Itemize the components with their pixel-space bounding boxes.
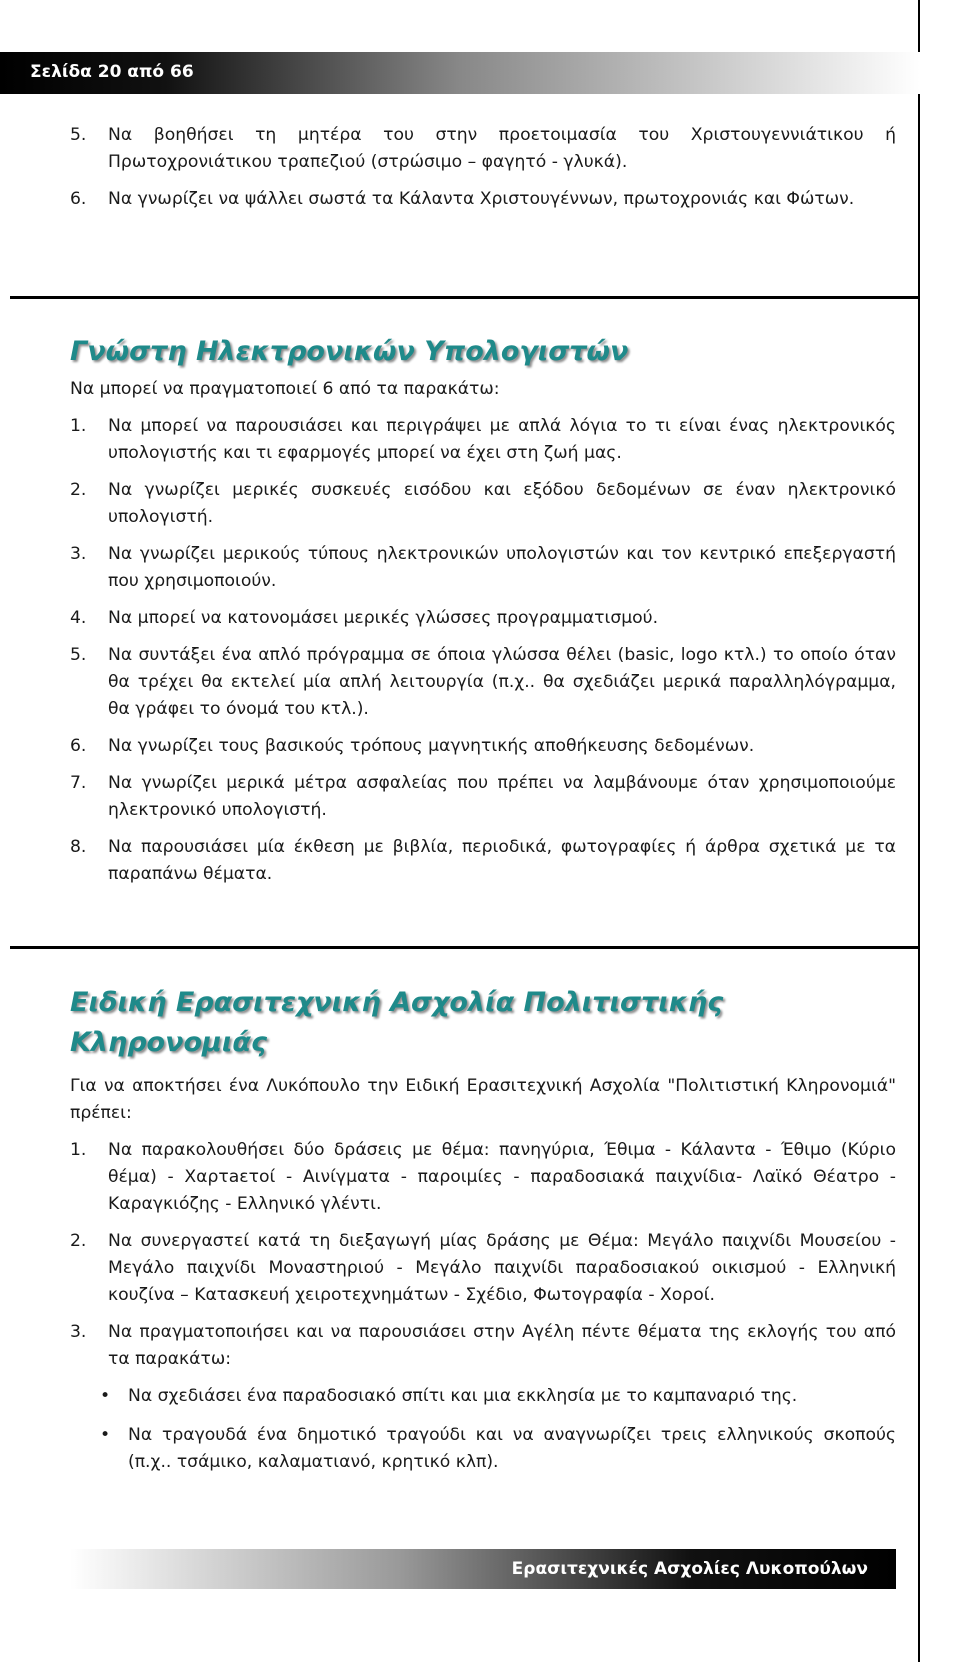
list-item: 3. Να πραγματοποιήσει και να παρουσιάσει στην Αγέλη πέντε θέματα της εκλογής του από τα παρακάτω: [70,1322,896,1369]
bullet-item: • Να σχεδιάσει ένα παραδοσιακό σπίτι και μια εκκλησία με το καμπαναριό της. [70,1383,896,1410]
page-number-label: Σελίδα 20 από 66 [30,62,194,82]
bullet-icon: • [100,1386,111,1406]
list-item: 5. Να συντάξει ένα απλό πρόγραμμα σε όποια γλώσσα θέλει (basic, logo κτλ.) το οποίο όταν θα τρέχει θα εκτελεί μία απλή λειτουργία (π.χ.. θα σχεδιάζει μερικά παραλληλόγραμμα, θα γράφει το όνομά του κτλ.). [70,645,896,719]
section-title: Γνώστη Ηλεκτρονικών Υπολογιστών [70,336,629,367]
section-divider [10,946,920,949]
footer-label: Ερασιτεχνικές Ασχολίες Λυκοπούλων [511,1559,868,1579]
list-item: 1. Να παρακολουθήσει δύο δράσεις με θέμα: πανηγύρια, Έθιμα - Κάλαντα - Έθιμο (Κύριο θέμα) - Χαρτaετοί - Αινίγματα - παροιμίες - παραδοσιακά παιχνίδια- Λαϊκό Θέατρο - Καραγκιόζης - Ελληνικό γλέντι. [70,1140,896,1214]
top-list [70,122,896,223]
requirements-list [70,1137,896,1476]
list-item: 6. Να γνωρίζει να ψάλλει σωστά τα Κάλαντα Χριστουγέννων, πρωτοχρονιάς και Φώτων. [70,189,855,209]
list-item: 2. Να γνωρίζει μερικές συσκευές εισόδου και εξόδου δεδομένων σε έναν ηλεκτρονικό υπολογιστή. [70,480,896,527]
bullet-item: • Να τραγουδά ένα δημοτικό τραγούδι και να αναγνωρίζει τρεις ελληνικούς σκοπούς (π.χ.. τσάμικο, καλαματιανό, κρητικό κλπ). [70,1422,896,1476]
section-intro: Να μπορεί να πραγματοποιεί 6 από τα παρακάτω: [70,379,500,399]
section-cultural-heritage [70,983,896,1488]
list-item: 1. Να μπορεί να παρουσιάσει και περιγράψει με απλά λόγια το τι είναι ένας ηλεκτρονικός υπολογιστής και τι εφαρμογές μπορεί να έχει στη ζωή μας. [70,416,896,463]
list-item: 7. Να γνωρίζει μερικά μέτρα ασφαλείας που πρέπει να λαμβάνουμε όταν χρησιμοποιούμε ηλεκτρονικό υπολογιστή. [70,773,896,820]
list-item: 4. Να μπορεί να κατονομάσει μερικές γλώσσες προγραμματισμού. [70,608,659,628]
section-title: Ειδική Ερασιτεχνική Ασχολία Πολιτιστικής Κληρονομιάς [70,987,724,1058]
page-footer [70,1549,896,1589]
list-item: 5. Να βοηθήσει τη μητέρα του στην προετοιμασία του Χριστουγεννιάτικου ή Πρωτοχρονιάτικου τραπεζιού (στρώσιμο – φαγητό - γλυκά). [70,125,896,172]
right-margin-rule [918,0,920,1662]
page-header [0,52,920,94]
bullet-icon: • [100,1425,111,1445]
list-item: 8. Να παρουσιάσει μία έκθεση με βιβλία, περιοδικά, φωτογραφίες ή άρθρα σχετικά με τα παραπάνω θέματα. [70,837,896,884]
list-item: 2. Να συνεργαστεί κατά τη διεξαγωγή μίας δράσης με Θέμα: Μεγάλο παιχνίδι Μουσείου - Μεγάλο παιχνίδι Μοναστηριού - Μεγάλο παιχνίδι παραδοσιακού οικισμού - Ελληνική κουζίνα – Κατασκευή χειροτεχνημάτων - Σχέδιο, Φωτογραφία - Χοροί. [70,1231,896,1305]
section-intro: Για να αποκτήσει ένα Λυκόπουλο την Ειδική Ερασιτεχνική Ασχολία "Πολιτιστική Κληρονομιά" πρέπει: [70,1076,896,1123]
section-computers [70,332,896,898]
list-item: 3. Να γνωρίζει μερικούς τύπους ηλεκτρονικών υπολογιστών και τον κεντρικό επεξεργαστή που χρησιμοποιούν. [70,544,896,591]
requirements-list [70,413,896,888]
section-divider [10,296,920,299]
list-item: 6. Να γνωρίζει τους βασικούς τρόπους μαγνητικής αποθήκευσης δεδομένων. [70,736,755,756]
